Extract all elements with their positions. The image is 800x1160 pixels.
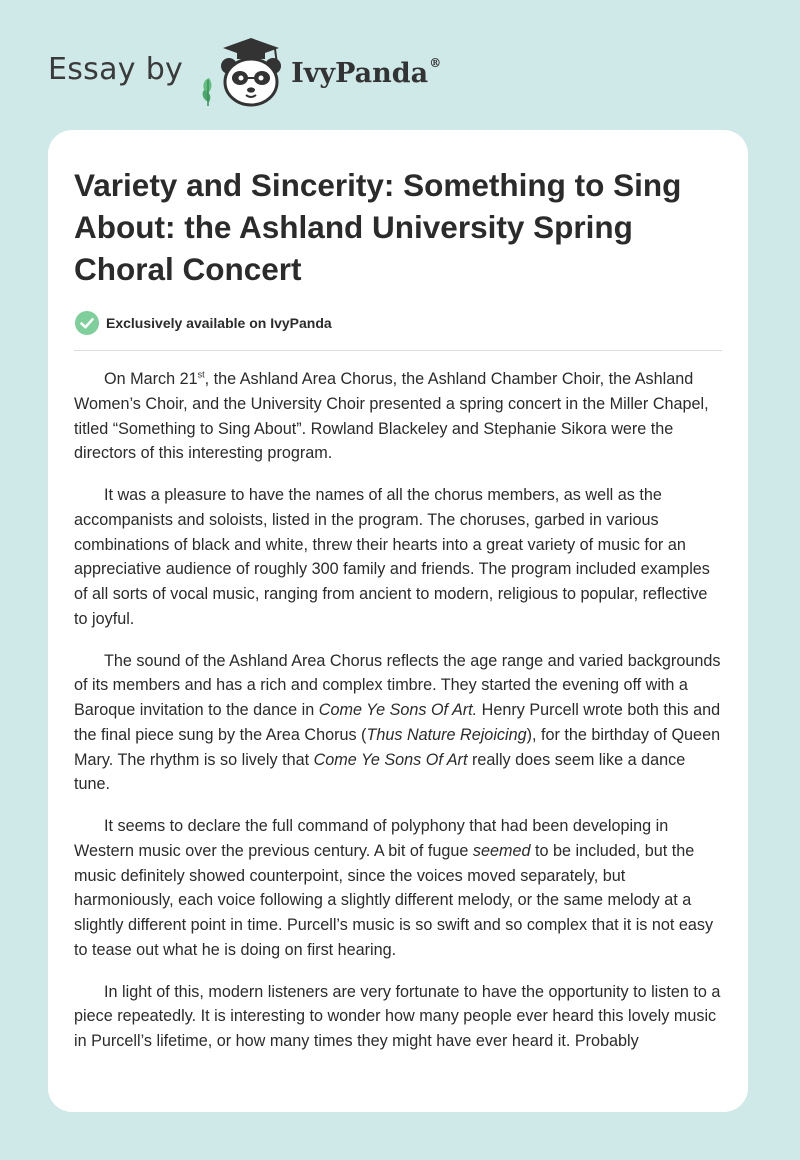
essay-card xyxy=(48,130,748,1112)
essay-body xyxy=(74,367,722,1054)
italic-title: Come Ye Sons Of Art. xyxy=(318,701,478,719)
exclusive-badge xyxy=(74,310,748,336)
essay-paragraph xyxy=(74,483,722,632)
exclusive-badge-text: Exclusively available on IvyPanda xyxy=(106,315,332,331)
text-run: In light of this, modern listeners are very fortunate to have the opportunity to listen to a piece repeatedly. It is interesting to wonder how many people ever heard this lovely music in Purcell’s lifetime, or how many times they might have ever heard it. Probably xyxy=(74,982,721,1050)
italic-title: seemed xyxy=(472,841,531,860)
text-run: , the Ashland Area Chorus, the Ashland Chamber Choir, the Ashland Women’s Choir, and the University Choir presented a spring concert in the Miller Chapel, titled “Something to Sing About”. Rowland Blackeley and Stephanie Sikora were the directors of this interesting program. xyxy=(74,370,709,463)
ordinal-suffix: st xyxy=(197,369,205,380)
text-run: The sound of the Ashland Area Chorus reflects the age range and varied backgrounds of its members and has a rich and complex timbre. They started the evening off with a Baroque invitation to the dance in xyxy=(74,651,721,719)
text-run: to be included, but the music definitely showed counterpoint, since the voices moved separately, but harmoniously, each voice following a slightly different melody, or the same melody at a slightly different point in time. Purcell’s music is so swift and so complex that it is not easy to tease out what he is doing on first hearing. xyxy=(74,841,714,959)
site-header xyxy=(48,36,441,108)
essay-paragraph xyxy=(74,980,722,1054)
text-run: really does seem like a dance tune. xyxy=(74,750,686,794)
text-run: It was a pleasure to have the names of all the chorus members, as well as the accompanists and soloists, listed in the program. The choruses, garbed in various combinations of black and white, threw their hearts into a great variety of music for an appreciative audience of roughly 300 family and friends. The program included examples of all sorts of vocal music, ranging from ancient to modern, religious to popular, reflective to joyful. xyxy=(74,486,710,628)
text-run: It seems to declare the full command of polyphony that had been developing in Western music over the previous century. A bit of fugue xyxy=(74,817,669,860)
text-run: Henry Purcell wrote both this and the final piece sung by the Area Chorus ( xyxy=(74,701,721,744)
ivypanda-logo-icon[interactable] xyxy=(195,36,289,108)
essay-title: Variety and Sincerity: Something to Sing About: the Ashland University Spring Choral Concert xyxy=(74,167,682,287)
title-divider xyxy=(74,350,722,351)
essay-paragraph xyxy=(74,367,722,466)
essay-by-label: Essay by xyxy=(48,51,184,87)
italic-title: Thus Nature Rejoicing xyxy=(366,725,527,744)
text-run: On March 21 xyxy=(104,370,198,388)
check-circle-icon xyxy=(74,310,100,336)
italic-title: Come Ye Sons Of Art xyxy=(313,750,468,769)
essay-paragraph xyxy=(74,649,722,798)
essay-paragraph xyxy=(74,814,722,963)
ivypanda-wordmark[interactable]: IvyPanda® xyxy=(291,55,442,89)
text-run: ), for the birthday of Queen Mary. The rhythm is so lively that xyxy=(74,725,721,769)
